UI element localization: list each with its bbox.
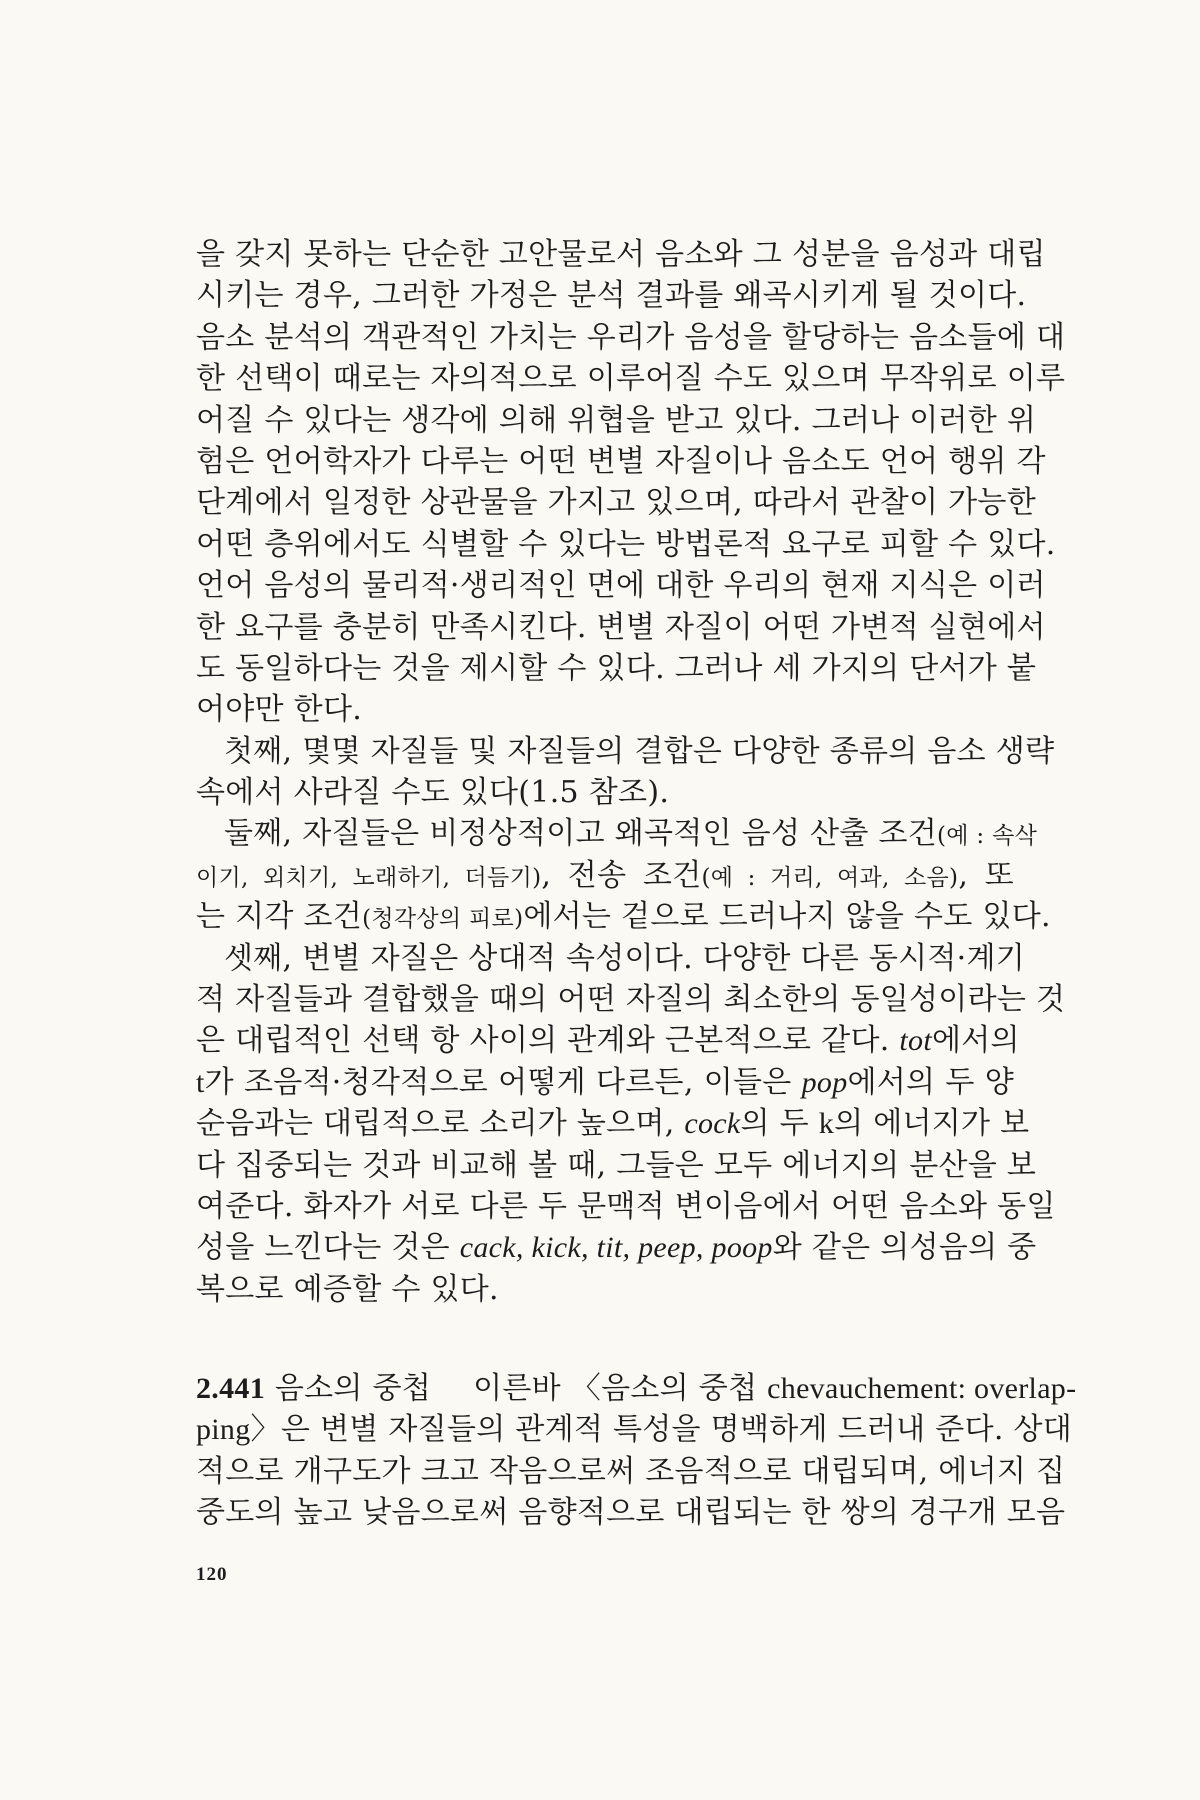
- page-number: 120: [196, 1564, 228, 1585]
- section-heading-line: [196, 1368, 1077, 1409]
- text-run: 이른바 〈음소의 중첩: [473, 1371, 768, 1406]
- example-word: pop: [801, 1065, 848, 1099]
- text-line: 첫째, 몇몇 자질들 및 자질들의 결합은 다양한 종류의 음소 생략: [224, 733, 1055, 769]
- text-line: 다 집중되는 것과 비교해 볼 때, 그들은 모두 에너지의 분산을 보: [196, 1147, 1037, 1183]
- text-run: 둘째, 자질들은 비정상적이고 왜곡적인 음성 산출 조건: [224, 816, 938, 852]
- english-term: ping: [196, 1413, 251, 1447]
- text-line: [196, 896, 1051, 937]
- text-line: 여준다. 화자가 서로 다른 두 문맥적 변이음에서 어떤 음소와 동일: [196, 1188, 1056, 1224]
- example-note: 이기, 외치기, 노래하기, 더듬기): [196, 864, 542, 891]
- text-run: 의 두: [740, 1106, 819, 1142]
- example-words: cack, kick, tit, peep, poop: [459, 1231, 773, 1265]
- text-line: 언어 음성의 물리적·생리적인 면에 대한 우리의 현재 지식은 이러: [196, 568, 1046, 604]
- section-title: 음소의 중첩: [274, 1371, 432, 1406]
- text-run: 는 지각 조건: [196, 899, 363, 935]
- text-run: , 또: [958, 857, 1015, 893]
- text-run: 은 대립적인 선택 항 사이의 관계와 근본적으로 같다.: [196, 1023, 900, 1059]
- text-line: [196, 1103, 1030, 1144]
- text-run: 순음과는 대립적으로 소리가 높으며,: [196, 1106, 685, 1142]
- text-line: 어야만 한다.: [196, 692, 363, 728]
- text-run: 성을 느낀다는 것은: [196, 1230, 460, 1266]
- text-line: [196, 1409, 1073, 1450]
- text-line: 한 선택이 때로는 자의적으로 이루어질 수도 있으며 무작위로 이루: [196, 361, 1066, 397]
- example-note: (청각상의 피로): [362, 906, 524, 933]
- text-run: 에서의: [931, 1023, 1020, 1059]
- text-line: 험은 언어학자가 다루는 어떤 변별 자질이나 음소도 언어 행위 각: [196, 443, 1046, 479]
- text-run: 에서의 두 양: [847, 1064, 1014, 1100]
- text-line: 을 갖지 못하는 단순한 고안물로서 음소와 그 성분을 음성과 대립: [196, 237, 1046, 272]
- text-line: [196, 1062, 1014, 1103]
- french-term: chevauchement: overlap-: [767, 1372, 1077, 1405]
- example-word: cock: [684, 1107, 741, 1141]
- example-letter: t: [196, 1065, 205, 1099]
- text-line: 적 자질들과 결합했을 때의 어떤 자질의 최소한의 동일성이라는 것: [196, 982, 1066, 1018]
- text-line: 한 요구를 충분히 만족시킨다. 변별 자질이 어떤 가변적 실현에서: [196, 609, 1046, 645]
- main-text: [196, 234, 1066, 1310]
- text-run: , 전송 조건: [541, 857, 702, 893]
- example-word: tot: [899, 1024, 932, 1058]
- text-run: 와 같은 의성음의 중: [772, 1230, 1037, 1266]
- section-2441: [196, 1368, 1077, 1534]
- section-number: 2.441: [196, 1372, 265, 1405]
- example-note: (예 : 거리, 여과, 소음): [701, 864, 959, 891]
- text-line: 복으로 예증할 수 있다.: [196, 1271, 499, 1307]
- text-line: 시키는 경우, 그러한 가정은 분석 결과를 왜곡시키게 될 것이다.: [196, 278, 1027, 314]
- text-line: 어질 수 있다는 생각에 의해 위협을 받고 있다. 그러나 이러한 위: [196, 402, 1037, 438]
- text-line: 적으로 개구도가 크고 작음으로써 조음적으로 대립되며, 에너지 집: [196, 1453, 1066, 1489]
- text-run: 의 에너지가 보: [834, 1106, 1030, 1142]
- text-line: [196, 855, 1014, 896]
- text-line: [196, 1227, 1037, 1268]
- text-line: [196, 813, 1038, 854]
- text-run: 〉은 변별 자질들의 관계적 특성을 명백하게 드러내 준다. 상대: [250, 1412, 1073, 1448]
- text-run: 에서는 겉으로 드러나지 않을 수도 있다.: [523, 899, 1051, 935]
- text-line: 음소 분석의 객관적인 가치는 우리가 음성을 할당하는 음소들에 대: [196, 319, 1066, 355]
- text-line: 도 동일하다는 것을 제시할 수 있다. 그러나 세 가지의 단서가 붙: [196, 650, 1037, 686]
- text-line: 중도의 높고 낮음으로써 음향적으로 대립되는 한 쌍의 경구개 모음: [196, 1495, 1066, 1531]
- text-line: 속에서 사라질 수도 있다(1.5 참조).: [196, 775, 670, 811]
- text-line: [196, 1020, 1020, 1061]
- text-line: 어떤 층위에서도 식별할 수 있다는 방법론적 요구로 피할 수 있다.: [196, 526, 1056, 562]
- example-letter: k: [818, 1107, 835, 1141]
- text-line: 셋째, 변별 자질은 상대적 속성이다. 다양한 다른 동시적·계기: [224, 940, 1026, 976]
- example-note: (예 : 속삭: [937, 823, 1038, 850]
- text-line: 단계에서 일정한 상관물을 가지고 있으며, 따라서 관찰이 가능한: [196, 485, 1036, 521]
- text-run: 가 조음적·청각적으로 어떻게 다르든, 이들은: [204, 1064, 802, 1100]
